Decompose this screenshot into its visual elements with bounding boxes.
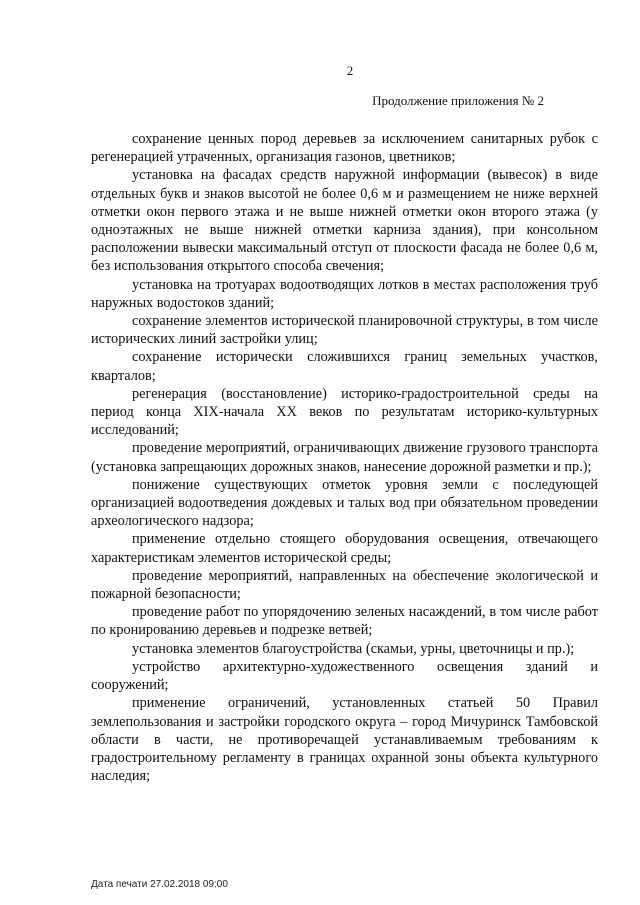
- print-date-footer: Дата печати 27.02.2018 09:00: [91, 879, 228, 890]
- paragraph: проведение мероприятий, направленных на обеспечение экологической и пожарной безопасности;: [91, 567, 598, 603]
- appendix-continuation-note: Продолжение приложения № 2: [372, 93, 544, 108]
- paragraph: проведение работ по упорядочению зеленых насаждений, в том числе работ по кронированию деревьев и подрезке ветвей;: [91, 604, 598, 639]
- paragraph: установка на фасадах средств наружной информации (вывесок) в виде отдельных букв и знаков высотой не более 0,6 м и размещением не ниже верхней отметки окон первого этажа и не выше нижней отметки окон второго этажа (у одноэтажных не выше нижней отметки карниза здания), при консольном расположении вывески максимальный отступ от плоскости фасада не более 0,6 м, без использования открытого способа свечения;: [91, 167, 598, 275]
- paragraph: проведение мероприятий, ограничивающих движение грузового транспорта (установка запрещающих дорожных знаков, нанесение дорожной разметки и пр.);: [91, 440, 598, 475]
- document-body: [91, 130, 598, 785]
- paragraph: сохранение ценных пород деревьев за исключением санитарных рубок с регенерацией утраченных, организация газонов, цветников;: [91, 131, 598, 166]
- paragraph: регенерация (восстановление) историко-градостроительной среды на период конца XIX-начала XX веков по результатам историко-культурных исследований;: [91, 385, 598, 439]
- paragraph: устройство архитектурно-художественного освещения зданий и сооружений;: [91, 658, 598, 694]
- paragraph: установка элементов благоустройства (скамьи, урны, цветочницы и пр.);: [132, 640, 575, 657]
- page-number: 2: [346, 63, 354, 78]
- paragraph: применение отдельно стоящего оборудования освещения, отвечающего характеристикам элементов исторической среды;: [91, 531, 598, 566]
- paragraph: установка на тротуарах водоотводящих лотков в местах расположения труб наружных водостоков зданий;: [91, 276, 598, 311]
- paragraph: сохранение исторически сложившихся границ земельных участков, кварталов;: [91, 349, 598, 384]
- paragraph: сохранение элементов исторической планировочной структуры, в том числе исторических линий застройки улиц;: [91, 313, 598, 348]
- paragraph: понижение существующих отметок уровня земли с последующей организацией водоотведения дождевых и талых вод при обязательном проведении археологического надзора;: [91, 476, 598, 530]
- paragraph: применение ограничений, установленных статьей 50 Правил землепользования и застройки городского округа – город Мичуринск Тамбовской области в части, не противоречащей устанавливаемым требованиям к градостроительному регламенту в границах охранной зоны объекта культурного наследия;: [91, 695, 598, 785]
